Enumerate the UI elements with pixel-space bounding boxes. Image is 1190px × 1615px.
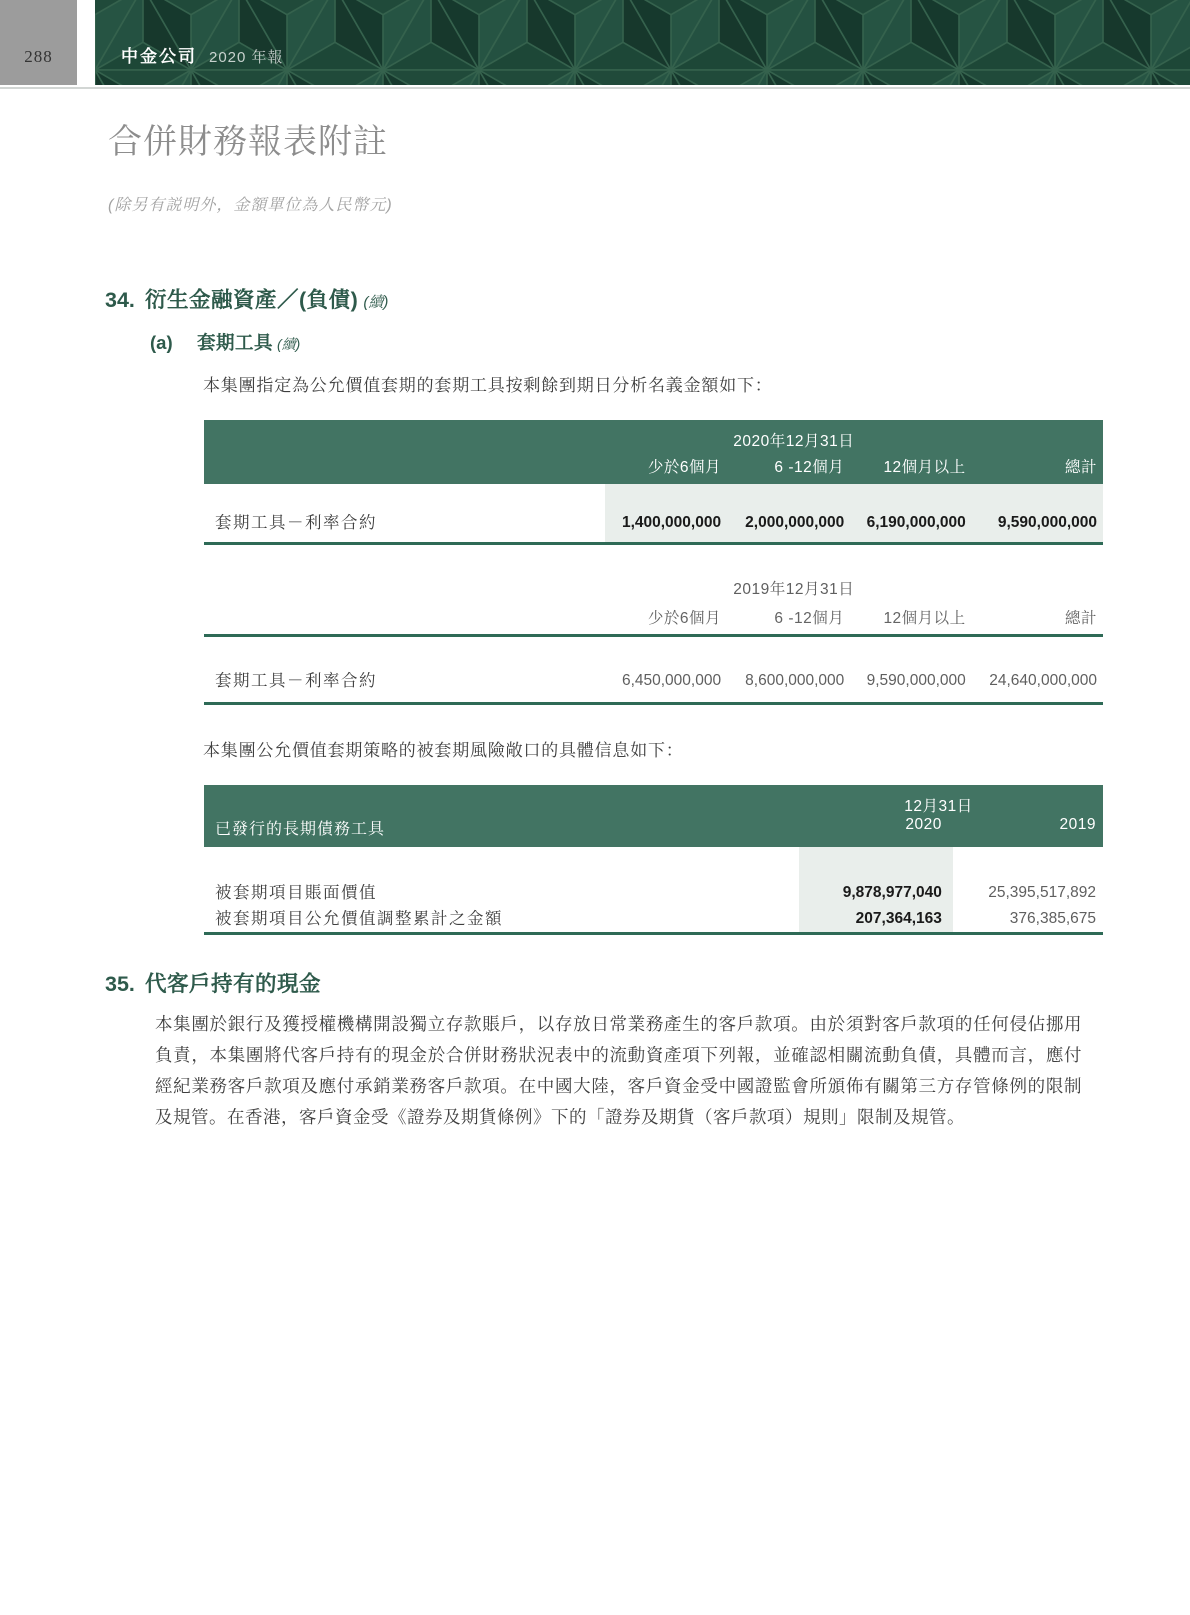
cell-value: 2,000,000,000 <box>745 514 845 531</box>
table-row <box>204 880 1103 906</box>
row-label: 被套期項目公允價值調整累計之金額 <box>215 910 503 928</box>
section-title: 代客戶持有的現金 <box>145 972 322 996</box>
column-header: 12個月以上 <box>883 610 966 627</box>
company-name: 中金公司 <box>121 47 197 66</box>
row-label: 套期工具－利率合約 <box>215 514 377 532</box>
column-header: 少於6個月 <box>647 459 722 476</box>
cell-value: 9,590,000,000 <box>866 672 966 689</box>
column-header: 6 -12個月 <box>774 459 845 476</box>
doc-subtitle: (除另有説明外，金額單位為人民幣元) <box>108 197 393 214</box>
section-title: 衍生金融資產／(負債) <box>145 288 359 312</box>
table-row <box>204 668 1097 694</box>
column-header: 總計 <box>1064 610 1097 627</box>
column-header: 總計 <box>1064 459 1097 476</box>
cell-value: 376,385,675 <box>1009 910 1096 927</box>
section-35-body: 本集團於銀行及獲授權機構開設獨立存款賬戶，以存放日常業務產生的客戶款項。由於須對客戶款項的任何侵佔挪用負責，本集團將代客戶持有的現金於合併財務狀況表中的流動資產項下列報，並確認相關流動負債，具體而言，應付經紀業務客戶款項及應付承銷業務客戶款項。在中國大陸，客戶資金受中國證監會所頒佈有關第三方存管條例的限制及規管。在香港，客戶資金受《證券及期貨條例》下的「證券及期貨（客戶款項）規則」限制及規管。 <box>155 1014 1082 1127</box>
maturity-table-2020 <box>204 420 1103 545</box>
section-number: 34. <box>105 288 135 312</box>
cell-value: 1,400,000,000 <box>621 514 722 531</box>
maturity-table-2019 <box>204 578 1103 705</box>
row-header-title: 已發行的長期債務工具 <box>215 821 386 838</box>
column-header: 2019 <box>1059 816 1096 833</box>
section-number: 35. <box>105 972 135 996</box>
table-header <box>204 420 1103 484</box>
subsection-a-heading <box>150 329 300 355</box>
row-label: 被套期項目賬面價值 <box>215 884 377 902</box>
doc-title: 合併財務報表附註 <box>108 124 388 161</box>
column-spacer <box>204 606 602 632</box>
intro-text: 本集團指定為公允價值套期的套期工具按剩餘到期日分析名義金額如下： <box>203 376 773 395</box>
column-header: 2020 <box>905 816 942 833</box>
cell-value: 9,590,000,000 <box>997 514 1097 531</box>
header-banner <box>95 0 1190 85</box>
report-year: 2020 年報 <box>209 49 284 66</box>
period-header: 2020年12月31日 <box>733 433 855 450</box>
section-35-heading <box>105 967 321 998</box>
subsection-title: 套期工具 <box>197 332 274 353</box>
period-header: 2019年12月31日 <box>733 581 855 598</box>
row-label: 套期工具－利率合約 <box>215 672 377 690</box>
continued-label: (續) <box>363 294 389 311</box>
period-header: 12月31日 <box>904 798 973 815</box>
intro-text: 本集團公允價值套期策略的被套期風險敞口的具體信息如下： <box>203 741 684 760</box>
column-headers <box>204 816 1103 839</box>
column-header: 少於6個月 <box>647 610 722 627</box>
column-headers <box>204 455 1103 477</box>
column-spacer <box>204 455 602 477</box>
cell-value: 6,450,000,000 <box>621 672 722 689</box>
column-header: 12個月以上 <box>883 459 966 476</box>
table-row <box>204 510 1097 536</box>
cell-value: 207,364,163 <box>855 910 942 927</box>
cell-value: 9,878,977,040 <box>842 884 942 901</box>
subsection-label: (a) <box>150 332 173 353</box>
header-rule <box>0 87 1190 89</box>
hedged-exposure-table <box>204 785 1103 935</box>
column-headers <box>204 606 1103 637</box>
section-34-heading <box>105 283 388 314</box>
column-header: 6 -12個月 <box>774 610 845 627</box>
table-body <box>204 484 1103 545</box>
table-body <box>204 637 1103 705</box>
page-number: 288 <box>24 47 53 66</box>
banner-text <box>121 42 284 67</box>
table-header <box>204 785 1103 847</box>
cell-value: 25,395,517,892 <box>988 884 1096 901</box>
table-body <box>204 847 1103 935</box>
continued-label: (續) <box>277 336 301 352</box>
table-row <box>204 906 1103 932</box>
cell-value: 24,640,000,000 <box>989 672 1097 689</box>
cell-value: 6,190,000,000 <box>866 514 966 531</box>
page-number-box <box>0 0 77 85</box>
cell-value: 8,600,000,000 <box>745 672 845 689</box>
